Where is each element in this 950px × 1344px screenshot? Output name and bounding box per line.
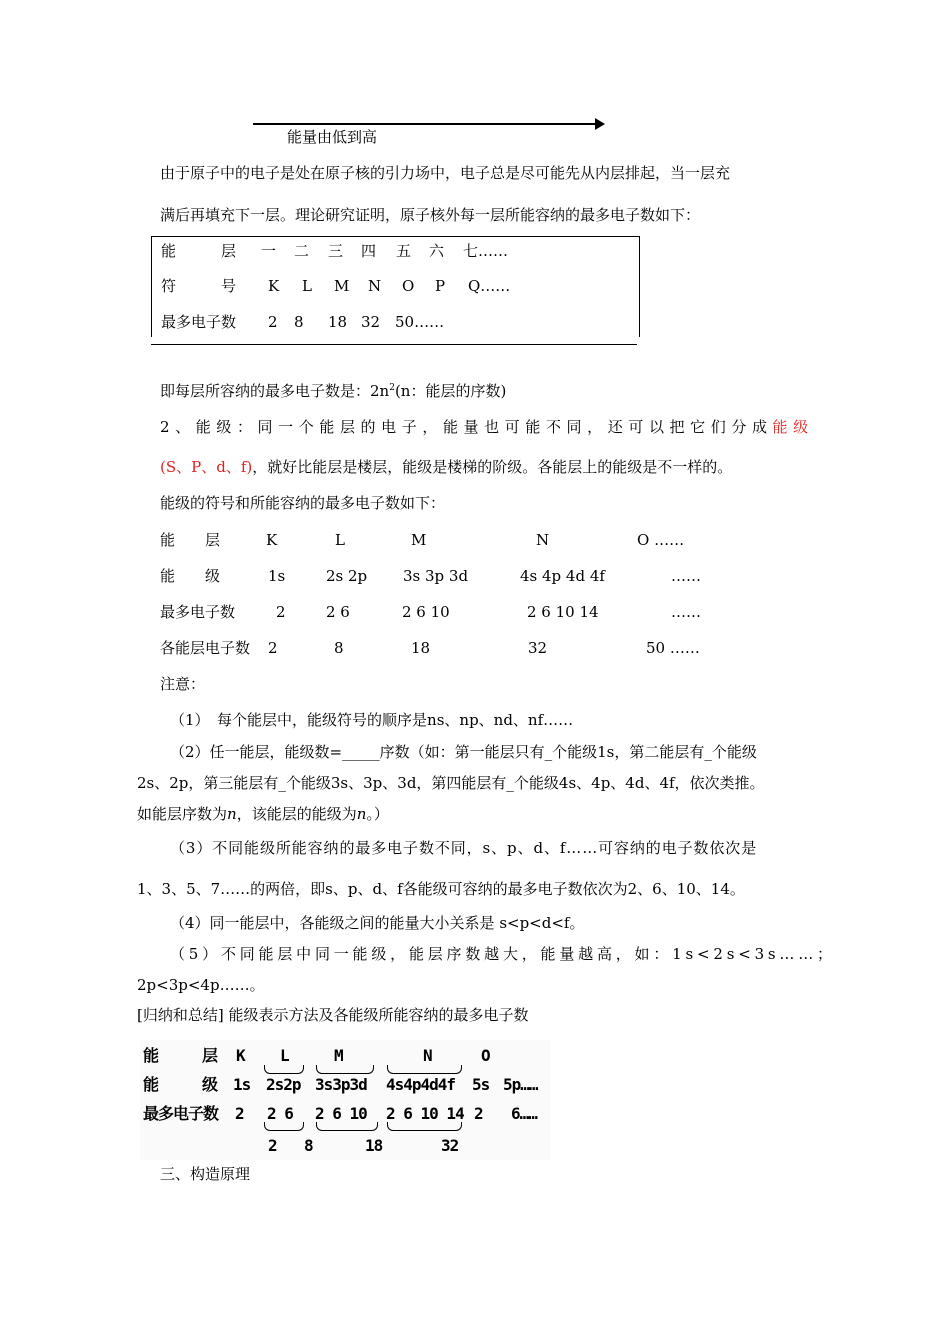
table-row-head: 最多电子数 — [161, 313, 237, 331]
table2-cell: 能 级 — [160, 567, 221, 585]
note-3-line: （3）不同能级所能容纳的最多电子数不同，s、p、d、f……可容纳的电子数依次是 — [170, 839, 758, 857]
figure-cell: 能 — [143, 1075, 159, 1094]
table2-cell: 18 — [411, 639, 431, 657]
table2-cell: O …… — [637, 531, 685, 549]
table2-cell: …… — [671, 567, 701, 585]
table2-cell: 最多电子数 — [160, 603, 236, 621]
formula-line — [160, 384, 506, 399]
figure-total: 32 — [441, 1136, 459, 1155]
energy-arrow-head — [595, 118, 605, 130]
table2-cell: 2 6 10 — [402, 603, 450, 621]
formula-suffix: (n：能层的序数) — [394, 382, 507, 400]
brace-N-total — [387, 1122, 462, 1131]
table2-cell: 2 6 10 14 — [527, 603, 599, 621]
figure-cell: 2 6 10 14 — [386, 1104, 464, 1123]
figure-cell: L — [280, 1046, 289, 1065]
table2-cell: K — [266, 531, 278, 549]
table-cell: 五 — [396, 242, 412, 260]
table2-cell: 32 — [528, 639, 548, 657]
table-cell: N — [368, 277, 382, 295]
highlight-term: 能级 — [772, 418, 814, 436]
table-cell: 三 — [328, 242, 344, 260]
table-cell: Q…… — [468, 277, 511, 295]
figure-cell: 1s — [233, 1075, 251, 1094]
figure-cell: 6…… — [511, 1104, 537, 1123]
table-cell: K — [268, 277, 280, 295]
table2-cell: 8 — [334, 639, 344, 657]
note-4: （4）同一能层中，各能级之间的能量大小关系是 s<p<d<f。 — [170, 914, 585, 932]
table-row-head: 符 号 — [161, 277, 237, 295]
table-cell: 8 — [294, 313, 304, 331]
note-2-text: 如能层序数为 — [137, 805, 228, 823]
note-title: 注意： — [160, 675, 206, 693]
variable-n: n — [227, 805, 237, 823]
paragraph-line: 满后再填充下一层。理论研究证明，原子核外每一层所能容纳的最多电子数如下： — [160, 206, 701, 224]
figure-cell: 5p…… — [503, 1075, 538, 1094]
figure-cell: K — [236, 1046, 245, 1065]
table2-cell: N — [536, 531, 550, 549]
brace-N — [387, 1065, 462, 1074]
table2-cell: …… — [671, 603, 701, 621]
figure-cell: O — [481, 1046, 490, 1065]
table-cell: 50…… — [395, 313, 445, 331]
figure-cell: 层 — [202, 1046, 218, 1065]
table-cell: 一 — [261, 242, 277, 260]
formula-prefix: 即每层所容纳的最多电子数是：2n — [160, 382, 390, 400]
figure-cell: 2 6 10 — [315, 1104, 367, 1123]
table-cell: O — [402, 277, 415, 295]
figure-cell: 3s3p3d — [315, 1075, 367, 1094]
figure-cell: 5s — [472, 1075, 490, 1094]
table-cell: 2 — [268, 313, 278, 331]
note-3-line: 1、3、5、7……的两倍，即s、p、d、f各能级可容纳的最多电子数依次为2、6、10、14。 — [137, 880, 745, 898]
figure-cell: 能 — [143, 1046, 159, 1065]
note-1: （1） 每个能层中，能级符号的顺序是ns、np、nd、nf…… — [170, 711, 574, 729]
section-2-text: 2、能级：同一个能层的电子，能量也可能不同，还可以把它们分成 — [160, 418, 773, 436]
note-2-line — [137, 807, 389, 822]
table2-cell: M — [411, 531, 427, 549]
paragraph-line: 由于原子中的电子是处在原子核的引力场中，电子总是尽可能先从内层排起，当一层充 — [160, 164, 731, 182]
table-cell: L — [302, 277, 312, 295]
note-5-line: （5）不同能层中同一能级，能层序数越大，能量越高，如：1s<2s<3s……； — [170, 945, 836, 963]
note-2-text: 。） — [366, 805, 389, 823]
table2-cell: 3s 3p 3d — [403, 567, 469, 585]
table2-cell: 2s 2p — [326, 567, 368, 585]
energy-arrow — [253, 123, 603, 125]
table2-cell: 各能层电子数 — [160, 639, 251, 657]
figure-cell: 级 — [202, 1075, 218, 1094]
table-cell: 六 — [429, 242, 445, 260]
note-5-line: 2p<3p<4p……。 — [137, 976, 265, 994]
brace-L — [264, 1065, 304, 1074]
variable-n: n — [356, 805, 367, 823]
figure-cell: 最多电子数 — [143, 1104, 219, 1123]
summary-heading: [归纳和总结] 能级表示方法及各能级所能容纳的最多电子数 — [137, 1006, 529, 1024]
note-2-line: （2）任一能层，能级数=_____序数（如：第一能层只有_个能级1s，第二能层有_个能级 — [170, 743, 757, 761]
table-cell: 32 — [361, 313, 381, 331]
figure-cell: 2 — [474, 1104, 483, 1123]
section-2-text: ，就好比能层是楼层，能级是楼梯的阶级。各能层上的能级是不一样的。 — [252, 458, 733, 476]
figure-total: 8 — [304, 1136, 313, 1155]
table-cell: 二 — [294, 242, 310, 260]
section-2-line — [160, 460, 732, 475]
table-row-head: 能 层 — [161, 242, 237, 260]
brace-M-total — [316, 1122, 378, 1131]
table-cell: 七…… — [463, 242, 509, 260]
section-2-line: 能级的符号和所能容纳的最多电子数如下： — [160, 494, 446, 512]
table2-cell: 2 — [276, 603, 286, 621]
brace-M — [316, 1065, 374, 1074]
note-2-line: 2s、2p，第三能层有_个能级3s、3p、3d，第四能层有_个能级4s、4p、4d、4f，依次类推。 — [137, 774, 765, 792]
section-3-heading: 三、构造原理 — [160, 1165, 251, 1183]
figure-cell: N — [423, 1046, 432, 1065]
table2-cell: 1s — [268, 567, 286, 585]
section-2-line — [160, 420, 814, 435]
figure-cell: M — [334, 1046, 343, 1065]
table-cell: P — [435, 277, 446, 295]
table2-cell: 50 …… — [646, 639, 700, 657]
table2-cell: 2 6 — [326, 603, 350, 621]
brace-L-total — [264, 1122, 304, 1131]
figure-cell: 2 6 — [267, 1104, 293, 1123]
highlight-term: (S、P、d、f) — [160, 458, 253, 476]
table-cell: 四 — [361, 242, 377, 260]
table2-cell: 2 — [268, 639, 278, 657]
table-cell: M — [334, 277, 350, 295]
figure-total: 2 — [268, 1136, 277, 1155]
figure-cell: 2s2p — [266, 1075, 301, 1094]
note-2-text: ，该能层的能级为 — [236, 805, 357, 823]
table2-cell: 4s 4p 4d 4f — [520, 567, 605, 585]
table-bottom-border — [151, 344, 637, 345]
table2-cell: 能 层 — [160, 531, 221, 549]
formula-superscript: 2 — [389, 383, 395, 393]
table2-cell: L — [335, 531, 345, 549]
table-cell: 18 — [328, 313, 348, 331]
figure-cell: 2 — [235, 1104, 244, 1123]
figure-cell: 4s4p4d4f — [386, 1075, 456, 1094]
arrow-caption: 能量由低到高 — [287, 128, 378, 146]
figure-total: 18 — [365, 1136, 383, 1155]
